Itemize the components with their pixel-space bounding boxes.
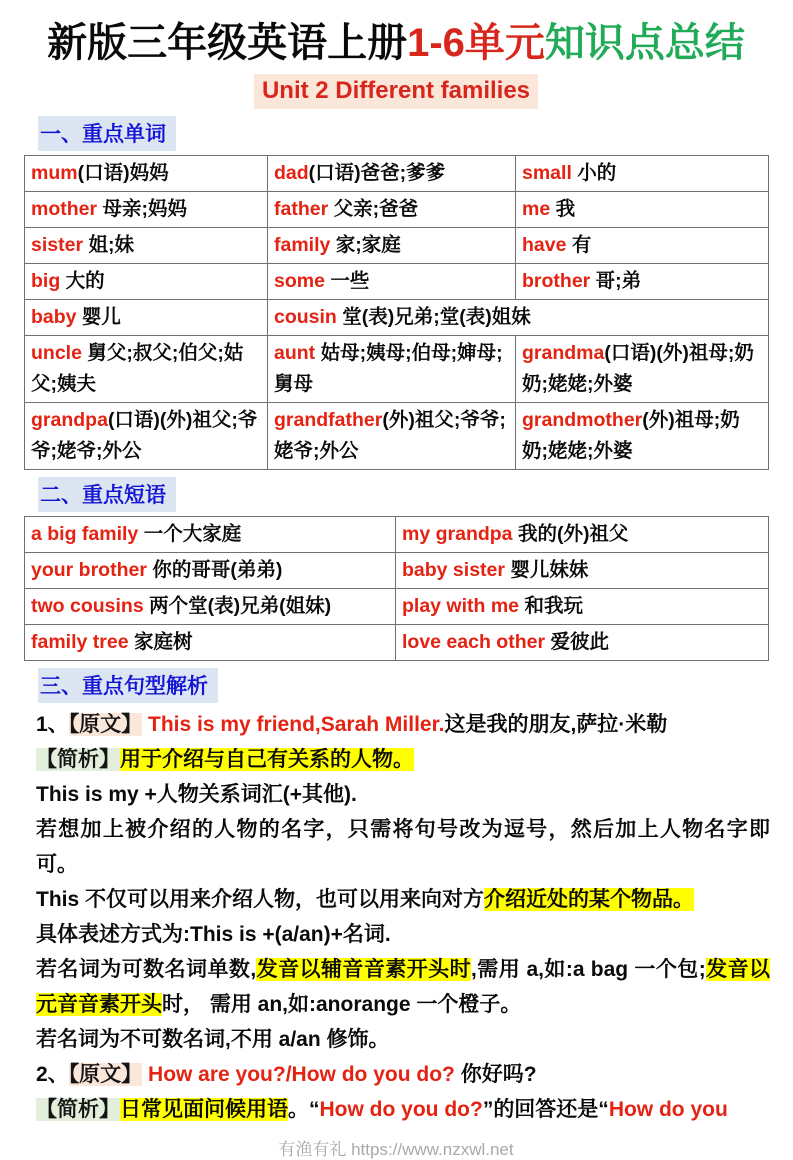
phrase-cell bbox=[25, 517, 396, 553]
note-text: 若名词为不可数名词,不用 a/an 修饰。 bbox=[36, 1028, 390, 1051]
english-word: baby bbox=[31, 306, 77, 328]
word-cell bbox=[25, 403, 268, 470]
english-phrase: my grandpa bbox=[402, 523, 513, 545]
table-row bbox=[25, 517, 769, 553]
phrase-cell bbox=[396, 553, 769, 589]
section-phrases-heading-row bbox=[38, 477, 768, 512]
note-text: ”的回答还是“ bbox=[482, 1098, 609, 1121]
english-phrase: baby sister bbox=[402, 559, 505, 581]
chinese-meaning: 我 bbox=[550, 198, 576, 220]
chinese-meaning: 一些 bbox=[324, 270, 370, 292]
analysis-item-2-original bbox=[36, 1057, 770, 1092]
chinese-meaning: 家庭树 bbox=[128, 631, 193, 653]
analysis-item-1-original bbox=[36, 707, 770, 742]
highlighted-note: 日常见面问候用语 bbox=[120, 1098, 288, 1121]
english-word: big bbox=[31, 270, 61, 292]
section-heading-words: 一、重点单词 bbox=[38, 116, 176, 151]
analysis-note bbox=[36, 917, 770, 952]
note-text: ,需用 a,如:a bag 一个包; bbox=[471, 958, 706, 981]
analysis-note bbox=[36, 777, 770, 812]
chinese-meaning: 家;家庭 bbox=[330, 234, 401, 256]
chinese-meaning: 大的 bbox=[60, 270, 105, 292]
table-row bbox=[25, 156, 769, 192]
english-sentence: How do you bbox=[608, 1098, 728, 1121]
chinese-meaning: 姑母;姨母;伯母;婶母;舅母 bbox=[274, 342, 503, 395]
section-words-heading-row bbox=[38, 116, 768, 151]
english-word: family bbox=[274, 234, 331, 256]
phrase-cell bbox=[25, 553, 396, 589]
phrase-cell bbox=[25, 589, 396, 625]
english-word: grandpa bbox=[31, 409, 108, 431]
english-phrase: a big family bbox=[31, 523, 139, 545]
analysis-note bbox=[36, 952, 770, 1022]
note-text: 时， 需用 an,如:anorange 一个橙子。 bbox=[162, 993, 522, 1016]
highlighted-note: 发音以辅音音素开头时 bbox=[256, 958, 472, 981]
word-cell bbox=[516, 156, 769, 192]
words-table bbox=[24, 155, 769, 470]
word-cell bbox=[516, 228, 769, 264]
word-cell bbox=[25, 264, 268, 300]
english-phrase: love each other bbox=[402, 631, 546, 653]
note-text: 具体表述方式为:This is +(a/an)+名词. bbox=[36, 923, 391, 946]
note-text: 。“ bbox=[288, 1098, 320, 1121]
brief-tag: 【简析】 bbox=[36, 748, 120, 771]
phrase-cell bbox=[25, 625, 396, 661]
page-title bbox=[24, 20, 768, 66]
word-cell bbox=[25, 300, 268, 336]
title-part-green: 知识点总结 bbox=[544, 21, 745, 65]
title-part-red: 1-6单元 bbox=[407, 21, 545, 65]
english-word: grandmother bbox=[522, 409, 643, 431]
unit-subtitle-row bbox=[24, 74, 768, 109]
chinese-meaning: 爱彼此 bbox=[545, 631, 609, 653]
highlighted-note: 介绍近处的某个物品。 bbox=[484, 888, 695, 911]
word-cell bbox=[516, 264, 769, 300]
item-number: 1、 bbox=[36, 713, 69, 736]
chinese-meaning: 我的(外)祖父 bbox=[512, 523, 629, 545]
analysis-note bbox=[36, 1022, 770, 1057]
word-cell bbox=[516, 403, 769, 470]
analysis-item-1-brief bbox=[36, 742, 770, 777]
chinese-meaning: 一个大家庭 bbox=[138, 523, 242, 545]
note-text: This 不仅可以用来介绍人物，也可以用来向对方 bbox=[36, 888, 485, 911]
section-analysis-heading-row bbox=[38, 668, 768, 703]
english-phrase: two cousins bbox=[31, 595, 144, 617]
english-phrase: your brother bbox=[31, 559, 147, 581]
chinese-meaning: 哥;弟 bbox=[590, 270, 642, 292]
table-row bbox=[25, 336, 769, 403]
word-cell bbox=[268, 300, 769, 336]
word-cell bbox=[268, 156, 516, 192]
unit-subtitle: Unit 2 Different families bbox=[254, 74, 538, 109]
english-sentence: This is my friend,Sarah Miller. bbox=[142, 713, 445, 736]
chinese-meaning: 父亲;爸爸 bbox=[328, 198, 419, 220]
english-sentence: How are you?/How do you do? bbox=[142, 1063, 455, 1086]
table-row bbox=[25, 264, 769, 300]
table-row bbox=[25, 553, 769, 589]
table-row bbox=[25, 403, 769, 470]
chinese-meaning: (口语)(外)祖父;爷爷;姥爷;外公 bbox=[31, 409, 258, 462]
item-number: 2、 bbox=[36, 1063, 69, 1086]
english-word: me bbox=[522, 198, 551, 220]
word-cell bbox=[268, 264, 516, 300]
phrase-cell bbox=[396, 625, 769, 661]
chinese-meaning: 婴儿 bbox=[76, 306, 121, 328]
phrase-cell bbox=[396, 517, 769, 553]
chinese-meaning: (口语)爸爸;爹爹 bbox=[308, 162, 446, 184]
english-word: small bbox=[522, 162, 572, 184]
table-row bbox=[25, 192, 769, 228]
chinese-meaning: 姐;妹 bbox=[83, 234, 134, 256]
chinese-meaning: 婴儿妹妹 bbox=[504, 559, 589, 581]
word-cell bbox=[25, 228, 268, 264]
chinese-translation: 你好吗? bbox=[454, 1063, 537, 1086]
note-text: 若想加上被介绍的人物的名字，只需将句号改为逗号，然后加上人物名字即可。 bbox=[36, 818, 770, 876]
english-word: aunt bbox=[274, 342, 316, 364]
analysis-note bbox=[36, 882, 770, 917]
watermark-footer: 有渔有礼 https://www.nzxwl.net bbox=[278, 1140, 514, 1159]
chinese-meaning: (口语)妈妈 bbox=[77, 162, 169, 184]
english-word: mother bbox=[31, 198, 98, 220]
word-cell bbox=[268, 336, 516, 403]
english-word: cousin bbox=[274, 306, 337, 328]
chinese-meaning: 和我玩 bbox=[519, 595, 583, 617]
brief-tag: 【简析】 bbox=[36, 1098, 120, 1121]
english-word: sister bbox=[31, 234, 84, 256]
title-part-black: 新版三年级英语上册 bbox=[47, 21, 408, 65]
word-cell bbox=[516, 336, 769, 403]
chinese-meaning: 舅父;叔父;伯父;姑父;姨夫 bbox=[31, 342, 244, 395]
highlighted-note: 发音以元音音素开头 bbox=[36, 958, 771, 1016]
english-word: brother bbox=[522, 270, 591, 292]
word-cell bbox=[516, 192, 769, 228]
word-cell bbox=[268, 228, 516, 264]
english-word: mum bbox=[31, 162, 78, 184]
english-word: uncle bbox=[31, 342, 82, 364]
word-cell bbox=[268, 403, 516, 470]
chinese-meaning: (外)祖父;爷爷;姥爷;外公 bbox=[274, 409, 506, 462]
chinese-meaning: (口语)(外)祖母;奶奶;姥姥;外婆 bbox=[522, 342, 754, 395]
english-word: have bbox=[522, 234, 567, 256]
word-cell bbox=[25, 336, 268, 403]
sentence-analysis bbox=[36, 707, 770, 1127]
note-text: This is my +人物关系词汇(+其他). bbox=[36, 783, 357, 806]
highlighted-note: 用于介绍与自己有关系的人物。 bbox=[120, 748, 414, 771]
english-word: grandma bbox=[522, 342, 605, 364]
table-row bbox=[25, 228, 769, 264]
english-word: dad bbox=[274, 162, 309, 184]
table-row bbox=[25, 625, 769, 661]
chinese-meaning: 两个堂(表)兄弟(姐妹) bbox=[143, 595, 332, 617]
phrases-table bbox=[24, 516, 769, 661]
section-heading-analysis: 三、重点句型解析 bbox=[38, 668, 218, 703]
word-cell bbox=[25, 156, 268, 192]
english-word: father bbox=[274, 198, 329, 220]
chinese-translation: 这是我的朋友,萨拉·米勒 bbox=[444, 713, 668, 736]
original-tag: 【原文】 bbox=[68, 1063, 143, 1086]
table-row bbox=[25, 300, 769, 336]
english-phrase: play with me bbox=[402, 595, 520, 617]
original-tag: 【原文】 bbox=[68, 713, 143, 736]
section-heading-phrases: 二、重点短语 bbox=[38, 477, 176, 512]
word-cell bbox=[268, 192, 516, 228]
phrase-cell bbox=[396, 589, 769, 625]
chinese-meaning: 堂(表)兄弟;堂(表)姐妹 bbox=[336, 306, 531, 328]
english-sentence: How do you do? bbox=[319, 1098, 483, 1121]
english-word: some bbox=[274, 270, 325, 292]
note-text: 若名词为可数名词单数, bbox=[36, 958, 257, 981]
chinese-meaning: 你的哥哥(弟弟) bbox=[146, 559, 283, 581]
chinese-meaning: 小的 bbox=[571, 162, 617, 184]
chinese-meaning: 有 bbox=[566, 234, 592, 256]
english-word: grandfather bbox=[274, 409, 383, 431]
chinese-meaning: (外)祖母;奶奶;姥姥;外婆 bbox=[522, 409, 740, 462]
english-phrase: family tree bbox=[31, 631, 129, 653]
analysis-note bbox=[36, 812, 770, 882]
table-row bbox=[25, 589, 769, 625]
word-cell bbox=[25, 192, 268, 228]
chinese-meaning: 母亲;妈妈 bbox=[97, 198, 188, 220]
